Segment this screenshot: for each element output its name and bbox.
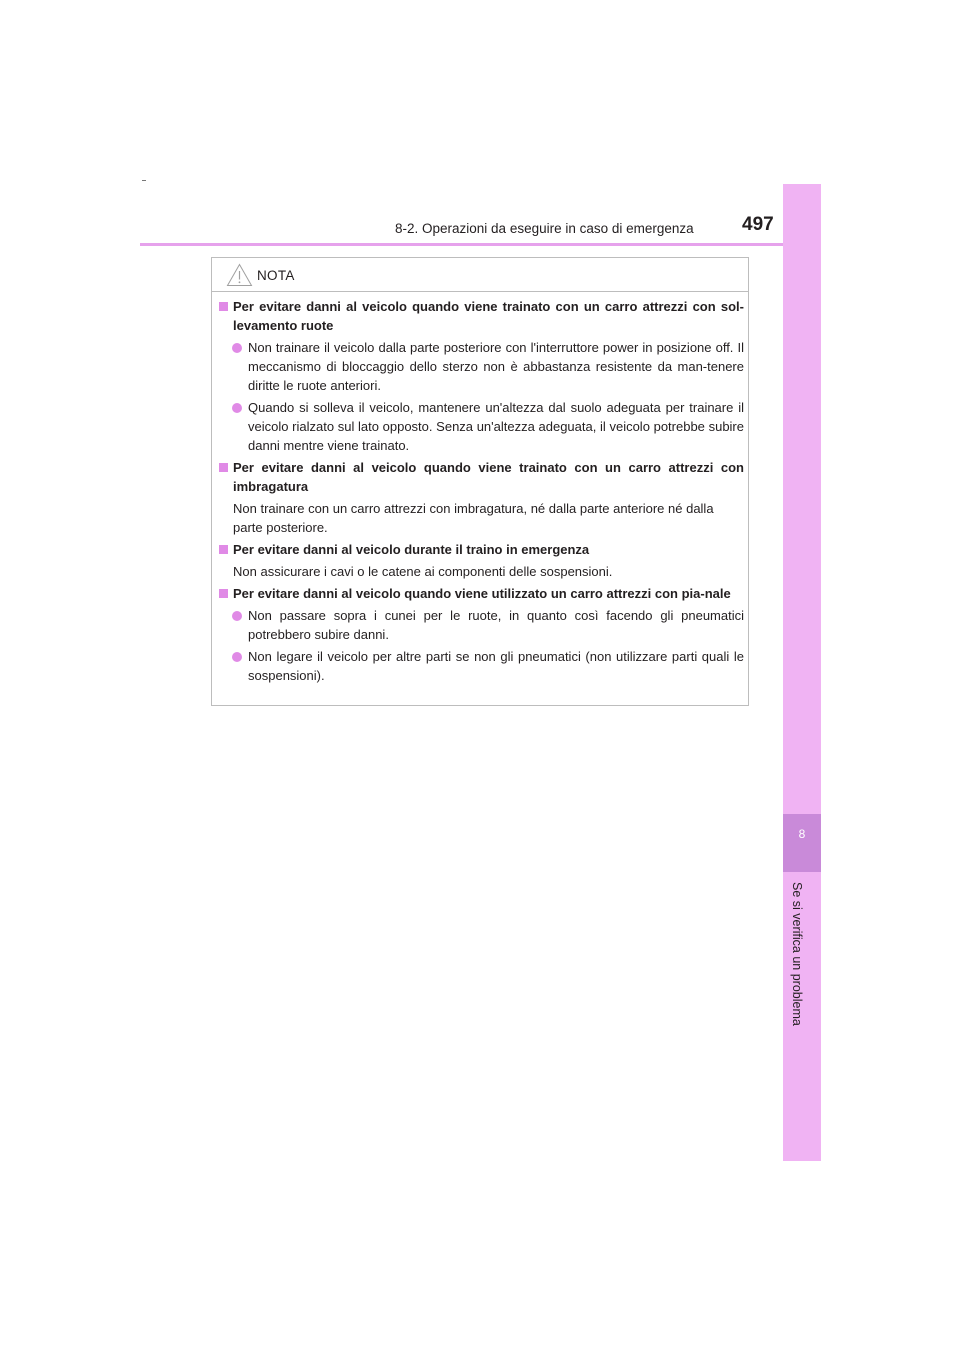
- bullet-text: Quando si solleva il veicolo, mantenere un'altezza dal suolo adeguata per trainare il veicolo rialzato sul lato opposto. Senza un'altezza adeguata, il veicolo potrebbe subire danni mentre viene trainato.: [248, 400, 744, 453]
- circle-bullet-icon: [232, 343, 242, 353]
- section-title-text: Per evitare danni al veicolo quando viene utilizzato un carro attrezzi con pia-nale: [233, 586, 731, 601]
- section-title: 8-2. Operazioni da eseguire in caso di emergenza: [395, 221, 694, 236]
- warning-triangle-icon: [226, 263, 253, 287]
- chapter-number: 8: [798, 827, 806, 841]
- crop-mark: [142, 180, 146, 181]
- section-heading: [217, 297, 744, 335]
- bullet-item: [217, 647, 744, 685]
- nota-label: NOTA: [257, 267, 295, 283]
- square-bullet-icon: [219, 545, 228, 554]
- circle-bullet-icon: [232, 611, 242, 621]
- nota-header: [226, 260, 295, 290]
- section-title-text: Per evitare danni al veicolo quando viene trainato con un carro attrezzi con imbragatura: [233, 460, 744, 494]
- bullet-item: [217, 606, 744, 644]
- header-rule: [140, 243, 821, 246]
- square-bullet-icon: [219, 302, 228, 311]
- section-heading: [217, 584, 744, 603]
- nota-divider: [212, 291, 748, 292]
- bullet-text: Non passare sopra i cunei per le ruote, in quanto così facendo gli pneumatici potrebbero subire danni.: [248, 608, 744, 642]
- page-number: 497: [742, 214, 774, 235]
- section-title-text: Per evitare danni al veicolo quando viene trainato con un carro attrezzi con sol-levamento ruote: [233, 299, 744, 333]
- section-heading: [217, 540, 744, 559]
- section-paragraph: Non trainare con un carro attrezzi con imbragatura, né dalla parte anteriore né dalla parte posteriore.: [233, 501, 714, 535]
- chapter-title: Se si verifica un problema: [790, 882, 804, 1026]
- section-paragraph: Non assicurare i cavi o le catene ai componenti delle sospensioni.: [233, 564, 613, 579]
- nota-box: [211, 257, 749, 706]
- circle-bullet-icon: [232, 652, 242, 662]
- bullet-text: Non legare il veicolo per altre parti se non gli pneumatici (non utilizzare parti quali le sospensioni).: [248, 649, 744, 683]
- section-heading: [217, 458, 744, 496]
- bullet-item: [217, 338, 744, 395]
- square-bullet-icon: [219, 589, 228, 598]
- circle-bullet-icon: [232, 403, 242, 413]
- bullet-item: [217, 398, 744, 455]
- chapter-number-box[interactable]: [783, 814, 821, 872]
- nota-content: [217, 297, 744, 688]
- bullet-text: Non trainare il veicolo dalla parte posteriore con l'interruttore power in posizione off. Il meccanismo di bloccaggio dello sterzo non è abbastanza resistente da man-tenere diritte le ruote anteriori.: [248, 340, 744, 393]
- section-title-text: Per evitare danni al veicolo durante il traino in emergenza: [233, 542, 590, 557]
- square-bullet-icon: [219, 463, 228, 472]
